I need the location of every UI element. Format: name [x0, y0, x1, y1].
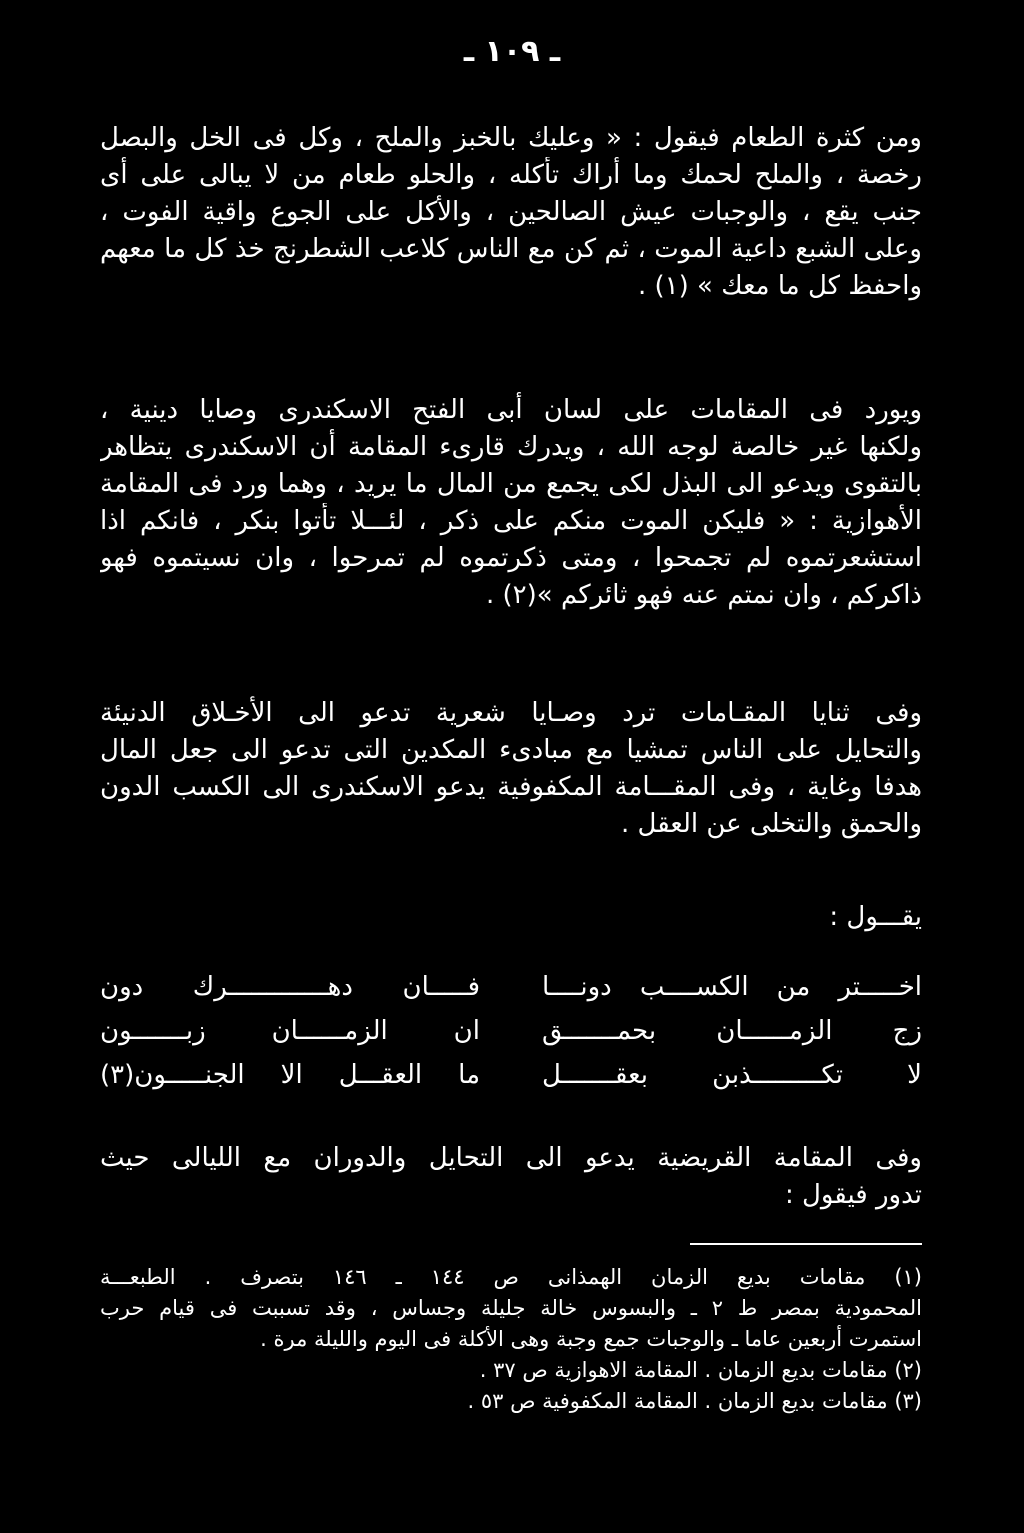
- text-line: جنب يقع ، والوجبات عيش الصالحين ، والأكل على الجوع واقية الفوت ،: [100, 197, 922, 227]
- verse-second-hemistich: ان الزمــــــان زبـــــــون: [100, 1016, 480, 1046]
- page-number: ـ ١٠٩ ـ: [463, 34, 561, 69]
- text-line: ويورد فى المقامات على لسان أبى الفتح الاسكندرى وصايا دينية ،: [100, 395, 922, 425]
- poem: [100, 965, 922, 1097]
- footnotes: [100, 1262, 922, 1417]
- text-line: الأهوازية : « فليكن الموت منكم على ذكر ، لئـــلا تأتوا بنكر ، فانكم اذا: [100, 506, 922, 536]
- footnote-separator: [690, 1243, 922, 1245]
- text-line: رخصة ، والملح لحمك وما أراك تأكله ، والحلو طعام من لا يبالى على أى: [100, 160, 922, 190]
- text-line: هدفا وغاية ، وفى المقـــامة المكفوفية يدعو الاسكندرى الى الكسب الدون: [100, 772, 922, 802]
- verse-second-hemistich: ما العقـــل الا الجنـــــون(٣): [100, 1060, 480, 1090]
- paragraph-1: [100, 120, 922, 305]
- text-line: والتحايل على الناس تمشيا مع مبادىء المكدين التى تدعو الى جعل المال: [100, 735, 922, 765]
- verse-first-hemistich: لا تكـــــــــذبن بعقـــــــل: [542, 1060, 922, 1090]
- text-line: واحفظ كل ما معك » (١) .: [637, 271, 922, 301]
- footnote-line: (٣) مقامات بديع الزمان . المقامة المكفوفية ص ٥٣ .: [467, 1389, 922, 1413]
- verse-first-hemistich: زج الزمــــــان بحمـــــــق: [542, 1016, 922, 1046]
- poem-heading: يقـــول :: [829, 902, 922, 932]
- paragraph-3: [100, 695, 922, 843]
- poem-verse: [100, 965, 922, 1009]
- poem-verse: [100, 1053, 922, 1097]
- text-line: استشعرتموه لم تجمحوا ، ومتى ذكرتموه لم تمرحوا ، وان نسيتموه فهو: [100, 543, 922, 573]
- footnote-line: استمرت أربعين عاما ـ والوجبات جمع وجبة وهى الأكلة فى اليوم والليلة مرة .: [260, 1327, 922, 1351]
- text-line: ذاكركم ، وان نمتم عنه فهو ثائركم »(٢) .: [485, 580, 922, 610]
- footnote-line: المحمودية بمصر ط ٢ ـ والبسوس خالة جليلة وجساس ، وقد تسببت فى قيام حرب: [100, 1296, 922, 1320]
- text-line: تدور فيقول :: [784, 1180, 922, 1210]
- verse-second-hemistich: فـــــان دهـــــــــــــرك دون: [100, 972, 480, 1002]
- footnote-line: (١) مقامات بديع الزمان الهمذانى ص ١٤٤ ـ ١٤٦ بتصرف . الطبعـــة: [100, 1265, 922, 1289]
- text-line: والحمق والتخلى عن العقل .: [621, 809, 922, 839]
- verse-first-hemistich: اخـــــتر من الكســــب دونــــا: [542, 972, 922, 1002]
- footnote-line: (٢) مقامات بديع الزمان . المقامة الاهوازية ص ٣٧ .: [479, 1358, 922, 1382]
- text-line: وفى ثنايا المقـامات ترد وصـايا شعرية تدعو الى الأخـلاق الدنيئة: [100, 698, 922, 728]
- text-line: ومن كثرة الطعام فيقول : « وعليك بالخبز والملح ، وكل فى الخل والبصل: [100, 123, 922, 153]
- paragraph-2: [100, 392, 922, 614]
- text-line: ولكنها غير خالصة لوجه الله ، ويدرك قارىء المقامة أن الاسكندرى يتظاهر: [100, 432, 922, 462]
- text-line: بالتقوى ويدعو الى البذل لكى يجمع من المال ما يريد ، وهما ورد فى المقامة: [100, 469, 922, 499]
- text-line: وفى المقامة القريضية يدعو الى التحايل والدوران مع الليالى حيث: [100, 1143, 922, 1173]
- poem-verse: [100, 1009, 922, 1053]
- paragraph-4: [100, 1140, 922, 1214]
- text-line: وعلى الشبع داعية الموت ، ثم كن مع الناس كلاعب الشطرنج خذ كل ما معهم: [100, 234, 922, 264]
